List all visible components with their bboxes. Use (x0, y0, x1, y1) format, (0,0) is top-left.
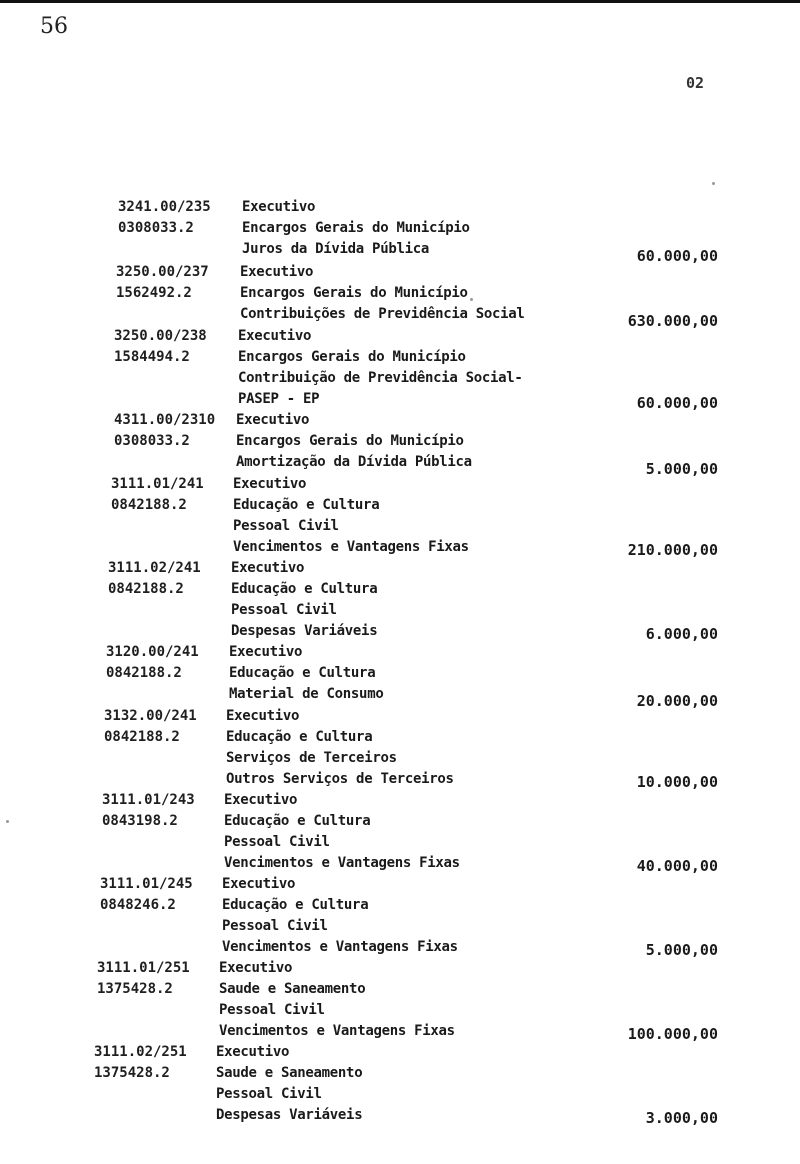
entry-description (224, 790, 460, 874)
description-line: Vencimentos e Vantagens Fixas (233, 539, 469, 555)
entry-codes (104, 706, 197, 748)
description-line: Educação e Cultura (222, 897, 369, 913)
entry-codes (94, 1042, 187, 1084)
description-line: Pessoal Civil (216, 1086, 322, 1102)
description-line: Encargos Gerais do Município (240, 285, 468, 301)
entry-description (236, 410, 472, 473)
description-line: Vencimentos e Vantagens Fixas (224, 855, 460, 871)
entry-codes (102, 790, 195, 832)
entry-codes (118, 197, 211, 239)
entry-amount: 3.000,00 (645, 1109, 718, 1127)
description-line: Executivo (231, 560, 305, 576)
entry-description (219, 958, 455, 1042)
entry-amount: 20.000,00 (636, 692, 718, 710)
description-line: Educação e Cultura (231, 581, 378, 597)
page-top-edge (0, 0, 800, 3)
description-line: Pessoal Civil (233, 518, 339, 534)
program-code: 0842188.2 (111, 497, 187, 513)
entry-description (240, 262, 525, 325)
description-line: Contribuição de Previdência Social- (238, 370, 523, 386)
entry-amount: 60.000,00 (636, 247, 718, 265)
account-code: 3111.02/241 (108, 560, 201, 576)
entry-amount: 40.000,00 (636, 857, 718, 875)
description-line: Executivo (216, 1044, 290, 1060)
program-code: 1375428.2 (97, 981, 173, 997)
entry-description (229, 642, 383, 705)
description-line: Vencimentos e Vantagens Fixas (219, 1023, 455, 1039)
page-number: 56 (40, 14, 68, 39)
description-line: Material de Consumo (229, 686, 384, 702)
account-code: 3241.00/235 (118, 199, 211, 215)
entry-description (226, 706, 454, 790)
scan-speck (6, 820, 9, 823)
program-code: 0848246.2 (100, 897, 176, 913)
description-line: Executivo (229, 644, 303, 660)
program-code: 0842188.2 (106, 665, 182, 681)
account-code: 3250.00/237 (116, 264, 209, 280)
description-line: Saude e Saneamento (216, 1065, 363, 1081)
description-line: Outros Serviços de Terceiros (226, 771, 454, 787)
entry-amount: 100.000,00 (627, 1025, 718, 1043)
description-line: Vencimentos e Vantagens Fixas (222, 939, 458, 955)
description-line: Serviços de Terceiros (226, 750, 397, 766)
description-line: Executivo (242, 199, 316, 215)
description-line: PASEP - EP (238, 391, 320, 407)
description-line: Executivo (236, 412, 310, 428)
entry-codes (106, 642, 199, 684)
entry-codes (114, 326, 207, 368)
entry-amount: 5.000,00 (645, 460, 718, 478)
description-line: Educação e Cultura (233, 497, 380, 513)
account-code: 3111.01/251 (97, 960, 190, 976)
program-code: 0842188.2 (108, 581, 184, 597)
description-line: Encargos Gerais do Município (236, 433, 464, 449)
description-line: Pessoal Civil (219, 1002, 325, 1018)
entry-description (231, 558, 377, 642)
entry-codes (97, 958, 190, 1000)
program-code: 0308033.2 (118, 220, 194, 236)
entry-amount: 10.000,00 (636, 773, 718, 791)
program-code: 0842188.2 (104, 729, 180, 745)
description-line: Pessoal Civil (222, 918, 328, 934)
description-line: Amortização da Dívida Pública (236, 454, 472, 470)
entry-amount: 630.000,00 (627, 312, 718, 330)
account-code: 3120.00/241 (106, 644, 199, 660)
description-line: Executivo (222, 876, 296, 892)
description-line: Despesas Variáveis (216, 1107, 363, 1123)
account-code: 3132.00/241 (104, 708, 197, 724)
program-code: 1562492.2 (116, 285, 192, 301)
description-line: Pessoal Civil (224, 834, 330, 850)
description-line: Juros da Dívida Pública (242, 241, 429, 257)
description-line: Educação e Cultura (226, 729, 373, 745)
account-code: 3250.00/238 (114, 328, 207, 344)
description-line: Executivo (224, 792, 298, 808)
entry-amount: 60.000,00 (636, 394, 718, 412)
description-line: Contribuições de Previdência Social (240, 306, 525, 322)
entry-codes (111, 474, 204, 516)
description-line: Executivo (226, 708, 300, 724)
description-line: Pessoal Civil (231, 602, 337, 618)
entry-codes (108, 558, 201, 600)
account-code: 3111.01/241 (111, 476, 204, 492)
program-code: 0308033.2 (114, 433, 190, 449)
entry-description (238, 326, 523, 410)
program-code: 1375428.2 (94, 1065, 170, 1081)
entry-amount: 6.000,00 (645, 625, 718, 643)
description-line: Educação e Cultura (224, 813, 371, 829)
account-code: 3111.02/251 (94, 1044, 187, 1060)
description-line: Executivo (233, 476, 307, 492)
description-line: Executivo (240, 264, 314, 280)
entry-description (222, 874, 458, 958)
entry-amount: 5.000,00 (645, 941, 718, 959)
scan-speck (470, 298, 473, 301)
entry-codes (100, 874, 193, 916)
program-code: 0843198.2 (102, 813, 178, 829)
entry-description (242, 197, 470, 260)
program-code: 1584494.2 (114, 349, 190, 365)
entry-amount: 210.000,00 (627, 541, 718, 559)
entry-description (216, 1042, 362, 1126)
description-line: Executivo (238, 328, 312, 344)
entry-codes (114, 410, 215, 452)
description-line: Educação e Cultura (229, 665, 376, 681)
entry-description (233, 474, 469, 558)
account-code: 3111.01/243 (102, 792, 195, 808)
scan-speck (712, 182, 715, 185)
account-code: 4311.00/2310 (114, 412, 216, 428)
entry-codes (116, 262, 209, 304)
description-line: Saude e Saneamento (219, 981, 366, 997)
description-line: Executivo (219, 960, 293, 976)
description-line: Encargos Gerais do Município (238, 349, 466, 365)
sheet-number: 02 (686, 74, 705, 92)
account-code: 3111.01/245 (100, 876, 193, 892)
description-line: Despesas Variáveis (231, 623, 378, 639)
description-line: Encargos Gerais do Município (242, 220, 470, 236)
